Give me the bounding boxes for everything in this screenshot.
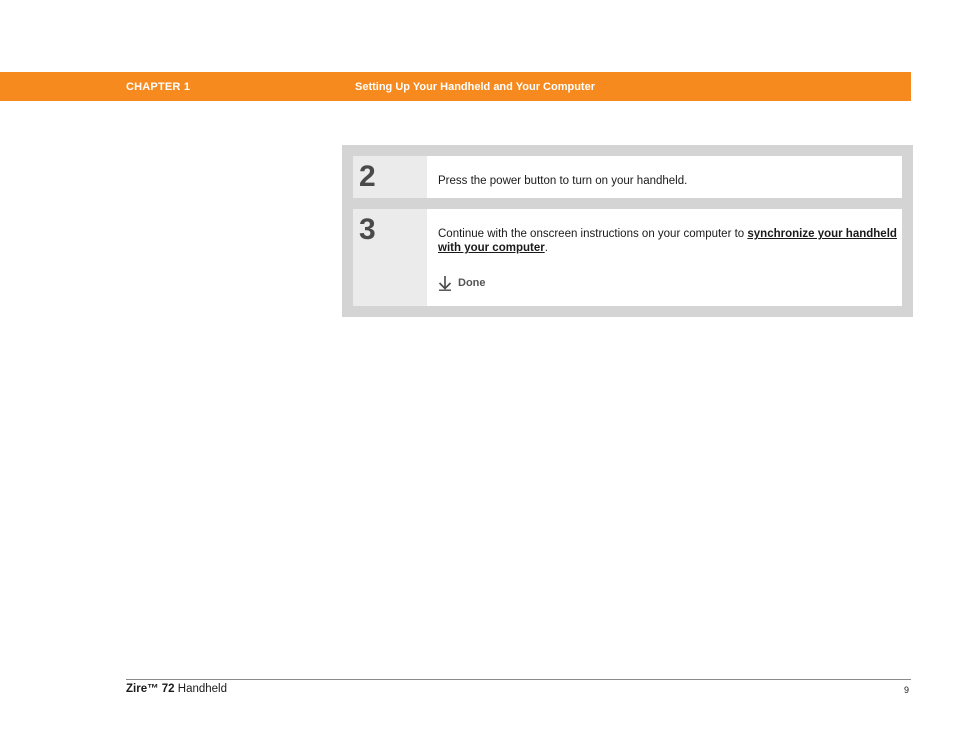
steps-panel xyxy=(342,145,913,317)
step-text xyxy=(438,227,898,255)
chapter-title: Setting Up Your Handheld and Your Computer xyxy=(355,81,595,93)
footer-product-rest: Handheld xyxy=(174,683,228,695)
step-2 xyxy=(353,156,902,198)
step-text-after: . xyxy=(544,242,548,254)
step-number: 2 xyxy=(353,156,427,198)
done-marker xyxy=(438,275,486,291)
step-number: 3 xyxy=(353,209,427,306)
chapter-label: CHAPTER 1 xyxy=(126,81,191,93)
step-3 xyxy=(353,209,902,306)
done-label: Done xyxy=(458,277,486,289)
step-text: Press the power button to turn on your handheld. xyxy=(438,175,688,187)
footer-divider xyxy=(126,679,911,680)
footer-product-bold: Zire™ 72 xyxy=(126,683,175,695)
down-arrow-icon xyxy=(438,275,452,291)
page-number: 9 xyxy=(904,685,910,695)
step-content xyxy=(427,156,902,198)
footer-product xyxy=(126,683,227,695)
synchronize-link[interactable]: synchronize your handheld with your computer xyxy=(438,228,897,254)
step-content xyxy=(427,209,902,306)
step-text-before: Continue with the onscreen instructions on your computer to xyxy=(438,228,748,240)
